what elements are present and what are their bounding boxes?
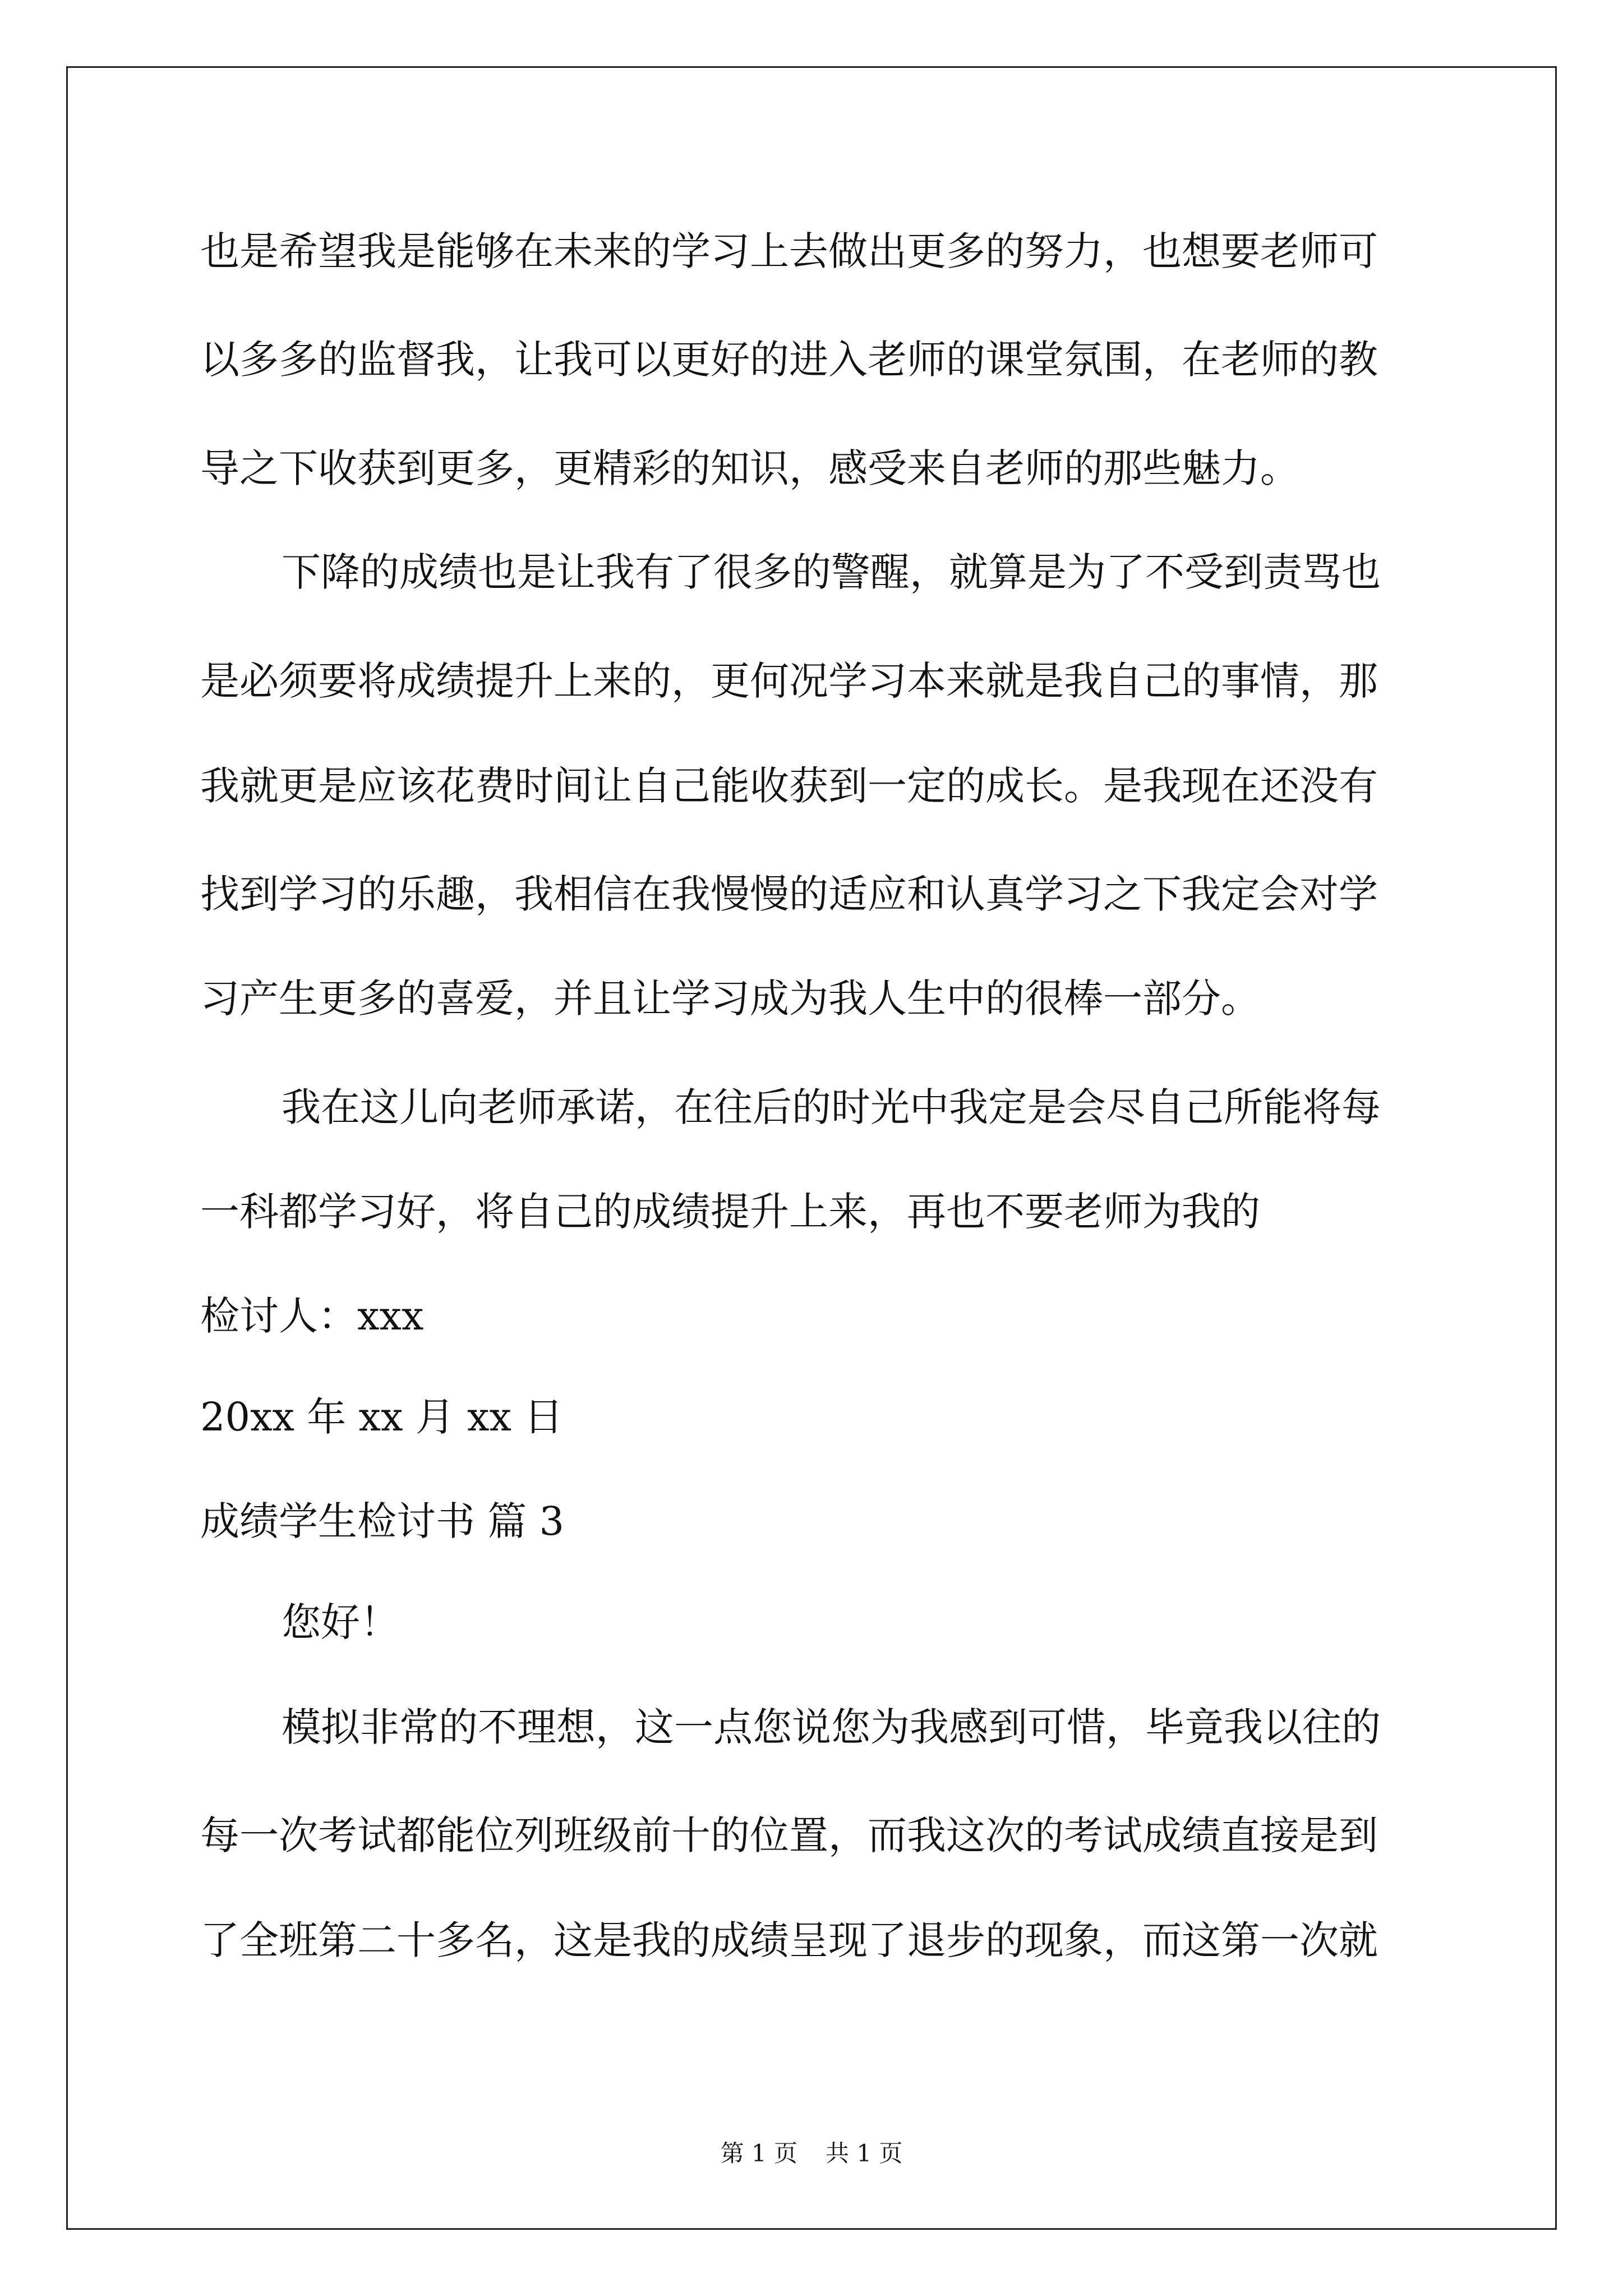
paragraph-2-line-3: 我就更是应该花费时间让自己能收获到一定的成长。是我现在还没有 (200, 763, 1378, 809)
paragraph-4-line-1: 模拟非常的不理想，这一点您说您为我感到可惜，毕竟我以往的 (282, 1704, 1381, 1750)
paragraph-1-line-2: 以多多的监督我，让我可以更好的进入老师的课堂氛围，在老师的教 (200, 337, 1378, 383)
paragraph-4-line-3: 了全班第二十多名，这是我的成绩呈现了退步的现象，而这第一次就 (200, 1917, 1378, 1963)
paragraph-2-line-5: 习产生更多的喜爱，并且让学习成为我人生中的很棒一部分。 (200, 976, 1260, 1022)
page-total: 共 1 页 (826, 2139, 903, 2167)
paragraph-1-line-3: 导之下收获到更多，更精彩的知识，感受来自老师的那些魅力。 (200, 445, 1299, 491)
paragraph-3-line-2: 一科都学习好，将自己的成绩提升上来，再也不要老师为我的 (200, 1189, 1260, 1235)
paragraph-2-line-1: 下降的成绩也是让我有了很多的警醒，就算是为了不受到责骂也 (282, 549, 1381, 595)
page-border (66, 66, 1557, 2230)
section-title: 成绩学生检讨书 篇 3 (200, 1498, 565, 1544)
paragraph-2-line-2: 是必须要将成绩提升上来的，更何况学习本来就是我自己的事情，那 (200, 658, 1378, 704)
paragraph-4-line-2: 每一次考试都能位列班级前十的位置，而我这次的考试成绩直接是到 (200, 1812, 1378, 1858)
greeting: 您好！ (282, 1599, 399, 1645)
paragraph-2-line-4: 找到学习的乐趣，我相信在我慢慢的适应和认真学习之下我定会对学 (200, 871, 1378, 917)
page-number: 第 1 页 (720, 2139, 797, 2167)
page-footer (0, 2139, 1623, 2167)
signature: 检讨人：xxx (200, 1293, 424, 1339)
paragraph-3-line-1: 我在这儿向老师承诺，在往后的时光中我定是会尽自己所能将每 (282, 1084, 1381, 1130)
paragraph-1-line-1: 也是希望我是能够在未来的学习上去做出更多的努力，也想要老师可 (200, 228, 1378, 274)
date: 20xx 年 xx 月 xx 日 (200, 1394, 564, 1440)
